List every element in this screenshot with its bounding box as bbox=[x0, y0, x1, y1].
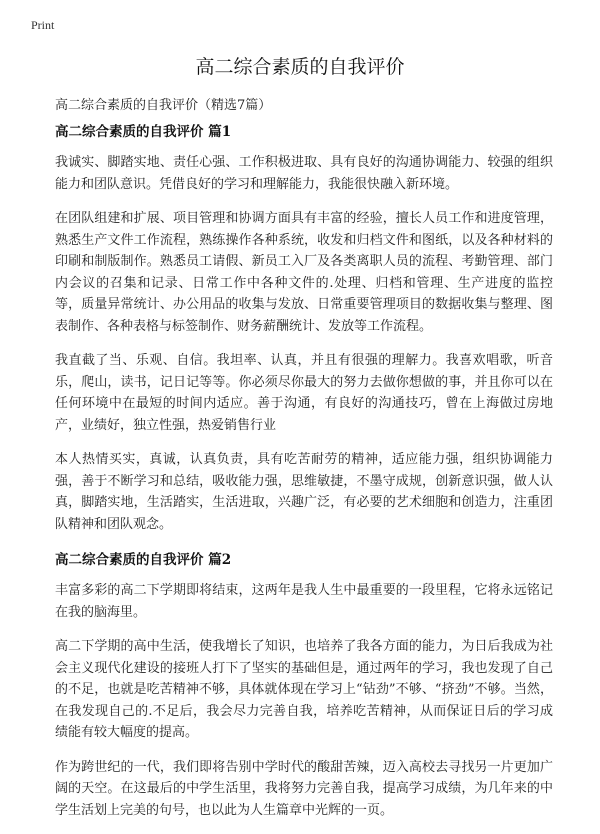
paragraph: 我诚实、脚踏实地、责任心强、工作积极进取、具有良好的沟通协调能力、较强的组织能力和团队意识。凭借良好的学习和理解能力，我能很快融入新环境。 bbox=[55, 155, 553, 192]
print-link[interactable]: Print bbox=[31, 18, 55, 32]
document-subtitle: 高二综合素质的自我评价（精选7篇） bbox=[55, 98, 272, 113]
section-1 bbox=[55, 120, 553, 535]
page-title: 高二综合素质的自我评价 bbox=[195, 56, 405, 78]
section-heading: 高二综合素质的自我评价 篇2 bbox=[55, 552, 232, 568]
paragraph: 丰富多彩的高二下学期即将结束，这两年是我人生中最重要的一段里程，它将永远铭记在我的脑海里。 bbox=[55, 583, 553, 620]
section-2 bbox=[55, 548, 553, 821]
paragraph: 高二下学期的高中生活，使我增长了知识，也培养了我各方面的能力，为日后我成为社会主义现代化建设的接班人打下了坚实的基础但是，通过两年的学习，我也发现了自己的不足，也就是吃苦精神不够，具体就体现在学习上“钻劲”不够、“挤劲”不够。当然，在我发现自己的.不足后，我会尽力完善自我，培养吃苦精神，从而保证日后的学习成绩能有较大幅度的提高。 bbox=[55, 639, 553, 740]
paragraph: 我直截了当、乐观、自信。我坦率、认真，并且有很强的理解力。我喜欢唱歌，听音乐，爬山，读书，记日记等等。你必须尽你最大的努力去做你想做的事，并且你可以在任何环境中在最短的时间内适应。善于沟通，有良好的沟通技巧，曾在上海做过房地产，业绩好，独立性强，热爱销售行业 bbox=[55, 353, 553, 433]
paragraph: 作为跨世纪的一代，我们即将告别中学时代的酸甜苦辣，迈入高校去寻找另一片更加广阔的天空。在这最后的中学生活里，我将努力完善自我，提高学习成绩，为几年来的中学生活划上完美的句号，也以此为人生篇章中光辉的一页。 bbox=[55, 759, 553, 818]
section-heading: 高二综合素质的自我评价 篇1 bbox=[55, 124, 232, 140]
paragraph: 在团队组建和扩展、项目管理和协调方面具有丰富的经验，擅长人员工作和进度管理，熟悉生产文件工作流程，熟练操作各种系统，收发和归档文件和图纸，以及各种材料的印刷和制版制作。熟悉员工请假、新员工入厂及各类离职人员的流程、考勤管理、部门内会议的召集和记录、日常工作中各种文件的.处理、归档和管理、生产进度的监控等，质量异常统计、办公用品的收集与发放、日常重要管理项目的数据收集与整理、图表制作、各种表格与标签制作、财务薪酬统计、发放等工作流程。 bbox=[55, 211, 553, 334]
paragraph: 本人热情买实，真诚，认真负责，具有吃苦耐劳的精神，适应能力强，组织协调能力强，善于不断学习和总结，吸收能力强，思维敏捷，不墨守成规，创新意识强，做人认真，脚踏实地，生活踏实，生活进取，兴趣广泛，有必要的艺术细胞和创造力，注重团队精神和团队观念。 bbox=[55, 452, 553, 532]
article-body bbox=[55, 120, 553, 834]
